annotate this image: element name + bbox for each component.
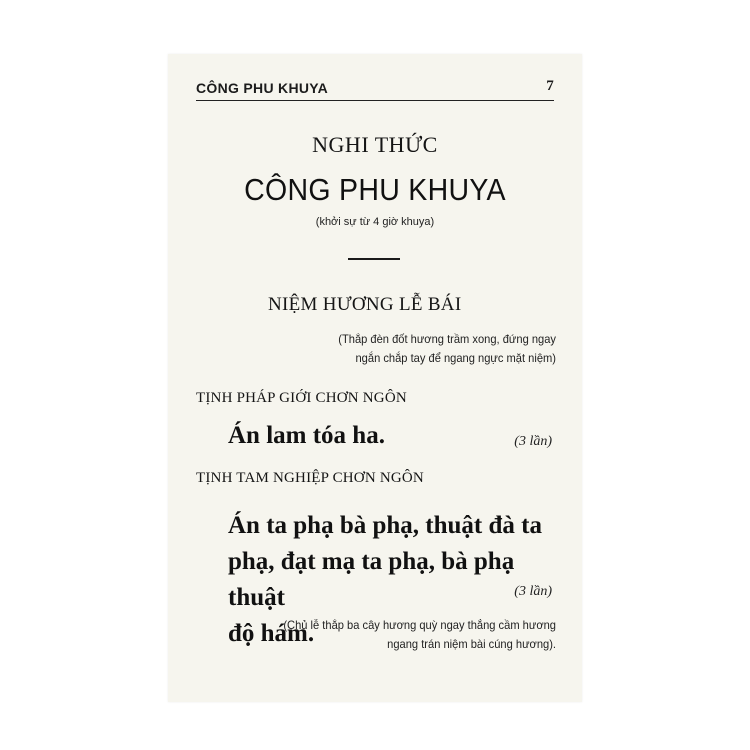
instruction-note-2	[239, 616, 556, 654]
page-number: 7	[546, 78, 554, 94]
divider	[348, 258, 400, 260]
note-line: (Thắp đèn đốt hương trầm xong, đứng ngay	[338, 333, 556, 346]
note-line: ngang trán niệm bài cúng hương).	[387, 638, 556, 651]
book-page	[168, 54, 582, 702]
section-heading-niem-huong: NIỆM HƯƠNG LỄ BÁI	[268, 294, 462, 315]
running-title: CÔNG PHU KHUYA	[196, 80, 329, 96]
instruction-note-1	[268, 330, 556, 368]
mantra-line: Án ta phạ bà phạ, thuật đà ta	[228, 512, 542, 539]
mantra-line: phạ, đạt mạ ta phạ, bà phạ thuật	[228, 548, 515, 611]
section-heading-tinh-phap-gioi: TỊNH PHÁP GIỚI CHƠN NGÔN	[196, 390, 407, 406]
title-small: NGHI THỨC	[312, 132, 438, 157]
subtitle: (khởi sự từ 4 giờ khuya)	[315, 216, 435, 228]
repeat-count-1: (3 lần)	[514, 434, 552, 449]
repeat-count-2: (3 lần)	[514, 584, 552, 599]
note-line: (Chủ lễ thắp ba cây hương quỳ ngay thẳng cầm hương	[283, 619, 556, 632]
mantra-line: độ hám.	[228, 620, 315, 647]
section-heading-tinh-tam-nghiep: TỊNH TAM NGHIỆP CHƠN NGÔN	[196, 470, 424, 486]
page-header	[196, 76, 554, 101]
note-line: ngắn chắp tay để ngang ngực mặt niệm)	[355, 352, 556, 365]
title-big: CÔNG PHU KHUYA	[244, 172, 506, 207]
mantra-1: Án lam tóa ha.	[228, 422, 385, 449]
